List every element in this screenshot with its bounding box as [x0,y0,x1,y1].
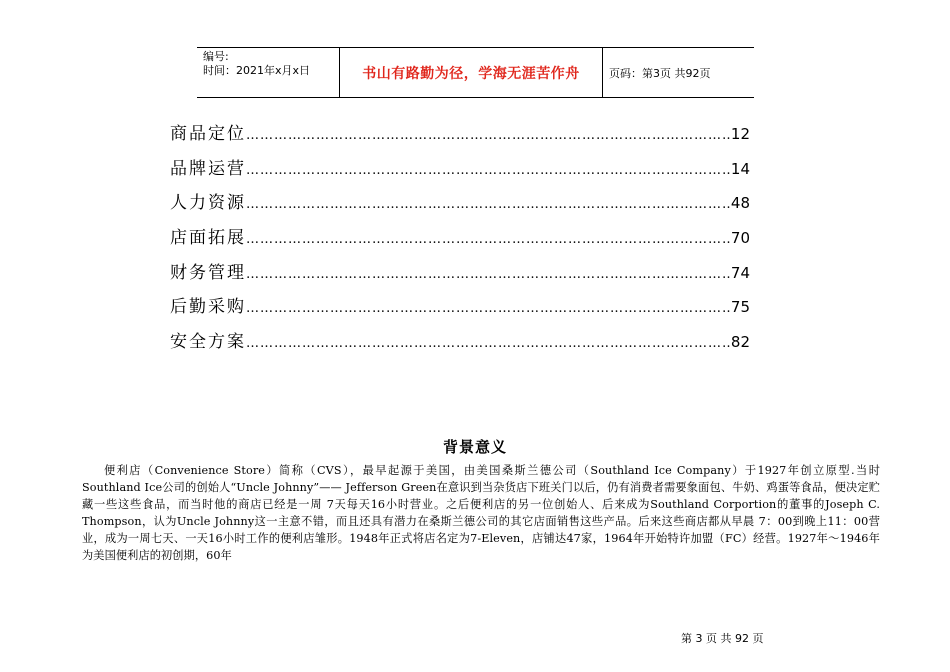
toc-leader-dots [246,292,731,327]
toc-entry-page: 70 [730,229,750,248]
toc-entry [170,186,750,221]
toc-leader-dots [246,188,731,223]
toc-leader-dots [246,223,731,258]
page-footer: 第 3 页 共 92 页 [681,632,764,645]
section-title: 背景意义 [442,438,507,456]
toc-entry-page: 48 [730,194,750,213]
toc-entry-title: 财务管理 [170,262,246,283]
toc-entry [170,152,750,187]
toc-entry-title: 安全方案 [170,332,246,353]
toc-entry-page: 75 [730,298,750,317]
toc-leader-dots [246,258,731,293]
toc-entry-title: 后勤采购 [170,297,246,318]
toc-entry-page: 12 [730,125,750,143]
toc-entry-page: 82 [730,333,750,352]
page-header [197,47,754,98]
toc-entry-title: 人力资源 [170,193,246,214]
header-page-code: 页码：第3页 共92页 [609,66,711,80]
header-motto: 书山有路勤为径，学海无涯苦作舟 [362,65,580,82]
toc-entry [170,221,750,256]
header-meta [203,50,337,78]
table-of-contents [170,117,750,360]
toc-entry [170,325,750,360]
toc-entry [170,290,750,325]
toc-entry-title: 品牌运营 [170,158,246,179]
header-divider [602,47,603,98]
toc-entry-title: 店面拓展 [170,228,246,249]
toc-entry-page: 14 [730,159,750,178]
toc-leader-dots [246,154,731,189]
number-label: 编号: [203,50,229,63]
toc-entry [170,256,750,291]
toc-entry [170,117,750,152]
toc-entry-page: 74 [730,263,750,282]
time-label: 时间：2021年x月x日 [203,64,311,77]
toc-entry-title: 商品定位 [170,124,246,144]
toc-leader-dots [246,119,731,154]
body-paragraph: 便利店（Convenience Store）简称（CVS），最早起源于美国，由美国桑斯兰德公司（Southland Ice Company）于1927年创立原型.当时 Southland Ice公司的创始人“Uncle Johnny”—— Jefferson Green在意识到当杂货店下班关门以后，仍有消费者需要象面包、牛奶、鸡蛋等食品，便决定贮藏一些这些食品，而当时他的商店已经是一周 7天每天16小时营业。之后便利店的另一位创始人、后来成为Southland Corportion的董事的Joseph C. Thompson，认为Uncle Johnny这一主意不错，而且还具有潜力在桑斯兰德公司的其它店面销售这些产品。后来这些商店都从早晨 7：00到晚上11：00营业，成为一周七天、一天16小时工作的便利店雏形。1948年正式将店名定为7-Eleven，店铺达47家，1964年开始特许加盟（FC）经营。1927年～1946年为美国便利店的初创期，60年 [82,464,880,562]
toc-leader-dots [246,327,731,362]
